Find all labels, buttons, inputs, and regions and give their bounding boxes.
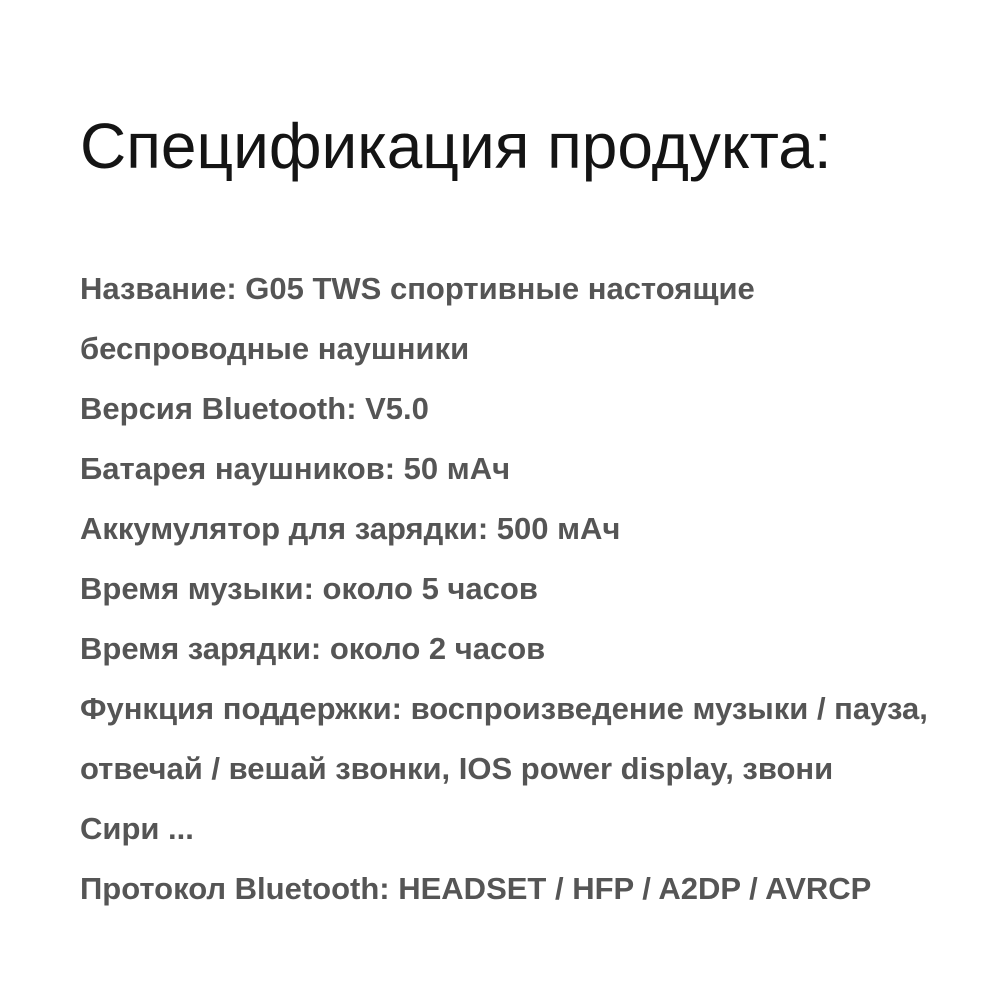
page-title: Спецификация продукта: — [80, 110, 832, 182]
spec-list — [80, 259, 980, 919]
spec-line-bluetooth-version: Версия Bluetooth: V5.0 — [80, 391, 429, 426]
spec-line-functions: Функция поддержки: воспроизведение музыки / пауза, — [80, 691, 928, 726]
spec-line-music-time: Время музыки: около 5 часов — [80, 571, 538, 606]
spec-line-functions-cont-2: Сири ... — [80, 811, 194, 846]
spec-line-earbud-battery: Батарея наушников: 50 мАч — [80, 451, 511, 486]
spec-line-name-cont: беспроводные наушники — [80, 331, 470, 366]
spec-line-name: Название: G05 TWS спортивные настоящие — [80, 271, 755, 306]
spec-line-bluetooth-protocol: Протокол Bluetooth: HEADSET / HFP / A2DP / AVRCP — [80, 871, 872, 906]
spec-line-functions-cont: отвечай / вешай звонки, IOS power display, звони — [80, 751, 834, 786]
spec-line-case-battery: Аккумулятор для зарядки: 500 мАч — [80, 511, 621, 546]
spec-line-charge-time: Время зарядки: около 2 часов — [80, 631, 546, 666]
